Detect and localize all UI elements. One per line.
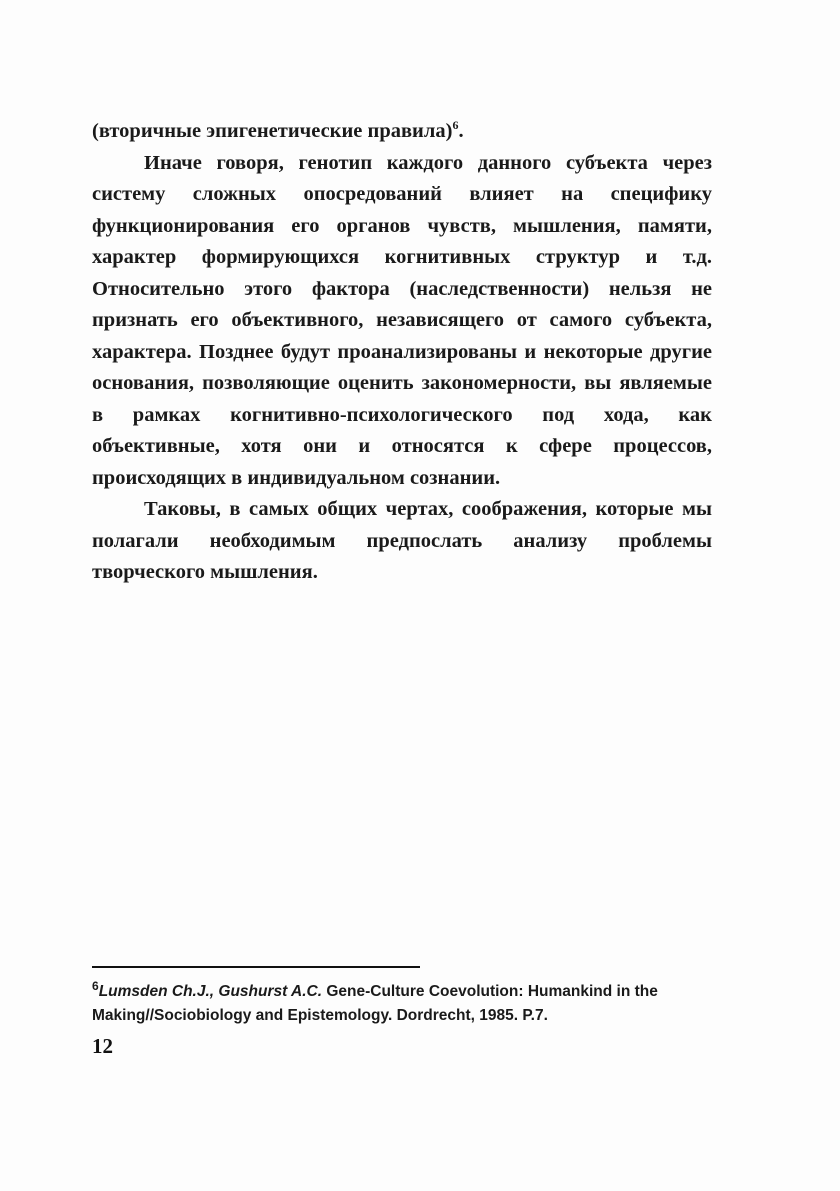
footnote-reference: 6 (452, 118, 459, 133)
footnote-citation: Gene-Culture Coevolution: Humankind in the Making//Sociobiology and Epistemology. Dordrecht, 1985. P.7. (92, 983, 658, 1024)
footnote-number: 6 (92, 978, 99, 993)
page-number: 12 (92, 1034, 113, 1058)
footnote (92, 980, 732, 1028)
main-text (92, 116, 712, 589)
footnote-divider (92, 966, 420, 968)
paragraph-2: Иначе говоря, генотип каждого данного субъекта через систему сложных опосредований влияет на специфику функционирования его органов чувств, мышления, памяти, характер формирующихся когнитивных структур и т.д. Относительно этого фактора (наследственности) нельзя не признать его объективного, независящего от самого субъекта, характера. Позднее будут проанализированы и некоторые другие основания, позволяющие оценить закономерности, вы являемые в рамках когнитивно-психологического под хода, как объективные, хотя они и относятся к сфере процессов, происходящих в индивидуальном сознании. (92, 151, 712, 489)
paragraph-3: Таковы, в самых общих чертах, соображения, которые мы полагали необходимым предпослать анализу проблемы творческого мышления. (92, 498, 712, 583)
paragraph-1: (вторичные эпигенетические правила)$^6$. (92, 118, 464, 142)
footnote-authors: Lumsden Ch.J., Gushurst A.C. (98, 983, 323, 1000)
